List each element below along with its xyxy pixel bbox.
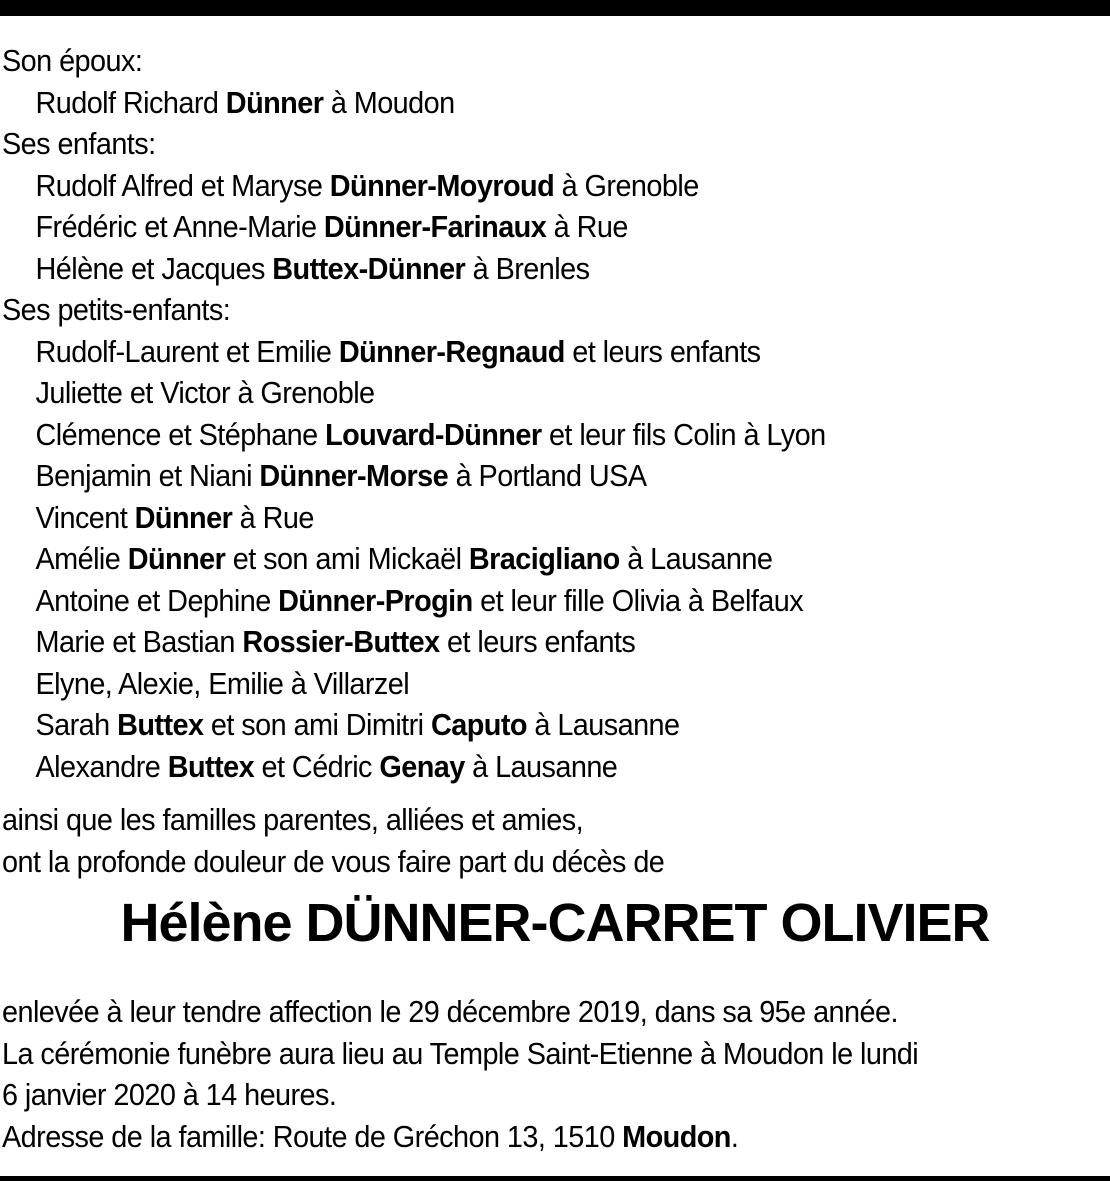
family-text: à Lausanne: [464, 748, 618, 784]
family-text: Hélène et Jacques: [35, 250, 273, 286]
family-text: à Brenles: [465, 250, 590, 286]
family-surname: Rossier-Buttex: [242, 624, 440, 659]
family-text: à Rue: [546, 209, 628, 244]
family-surname: Genay: [379, 748, 465, 784]
family-group-label: Ses petits-enfants:: [2, 292, 231, 327]
spacer: [2, 787, 1109, 799]
deceased-block: [0, 870, 1110, 972]
details-line-3: 6 janvier 2020 à 14 heures.: [2, 1077, 337, 1112]
family-text: Juliette et Victor à Grenoble: [35, 375, 375, 410]
family-surname: Dünner-Progin: [278, 582, 473, 618]
family-member-line: [2, 704, 1109, 746]
family-member-line: [2, 165, 1109, 207]
family-group-label: Ses enfants:: [2, 126, 156, 161]
family-text: à Portland USA: [448, 458, 647, 493]
family-member-line: [2, 538, 1109, 580]
family-surname: Dünner-Morse: [259, 458, 449, 493]
family-member-line: [2, 82, 1109, 124]
family-text: à Moudon: [323, 84, 455, 120]
family-list: [2, 40, 1109, 787]
family-text: à Rue: [232, 499, 314, 535]
details-block: [2, 991, 1109, 1157]
family-member-line: [2, 372, 1109, 414]
family-text: et son ami Dimitri: [203, 707, 431, 742]
family-surname: Buttex: [117, 707, 204, 742]
family-surname: Caputo: [430, 707, 527, 742]
family-surname: Dünner: [134, 499, 233, 535]
family-member-line: [2, 331, 1109, 373]
family-text: et Cédric: [254, 748, 380, 784]
obituary-notice: [2, 40, 1109, 882]
family-text: à Grenoble: [554, 167, 699, 203]
address-prefix: Adresse de la famille: Route de Gréchon 13, 1510: [2, 1118, 623, 1154]
family-surname: Dünner: [225, 84, 324, 120]
family-text: Marie et Bastian: [35, 624, 243, 659]
family-surname: Louvard-Dünner: [325, 416, 542, 452]
family-surname: Dünner-Farinaux: [323, 209, 547, 244]
deceased-name: Hélène DÜNNER-CARRET OLIVIER: [120, 893, 990, 953]
family-text: à Lausanne: [619, 541, 773, 576]
family-text: et leurs enfants: [439, 624, 636, 659]
family-text: et leurs enfants: [564, 333, 761, 369]
details-line-1: enlevée à leur tendre affection le 29 décembre 2019, dans sa 95e année.: [2, 994, 898, 1029]
family-text: Vincent: [35, 499, 135, 535]
family-member-line: [2, 248, 1109, 290]
address-line: [2, 1116, 1109, 1158]
bottom-rule: [0, 1176, 1110, 1181]
family-member-line: [2, 497, 1109, 539]
family-surname: Dünner: [127, 541, 226, 576]
address-suffix: .: [730, 1118, 739, 1154]
family-text: Antoine et Dephine: [35, 582, 279, 618]
family-text: et leur fille Olivia à Belfaux: [472, 582, 804, 618]
family-text: Amélie: [35, 541, 128, 576]
intro-line-2: ont la profonde douleur de vous faire part du décès de: [2, 843, 665, 879]
family-text: Frédéric et Anne-Marie: [35, 209, 324, 244]
details-line-2: La cérémonie funèbre aura lieu au Temple Saint-Etienne à Moudon le lundi: [2, 1035, 919, 1071]
family-surname: Dünner-Regnaud: [338, 333, 565, 369]
family-surname: Buttex-Dünner: [272, 250, 466, 286]
family-member-line: [2, 746, 1109, 788]
family-text: à Lausanne: [526, 707, 680, 742]
intro-line-1: ainsi que les familles parentes, alliées et amies,: [2, 802, 584, 837]
family-text: et leur fils Colin à Lyon: [541, 416, 826, 452]
family-text: Rudolf Alfred et Maryse: [35, 167, 330, 203]
address-city: Moudon: [622, 1118, 731, 1154]
family-member-line: [2, 455, 1109, 497]
family-member-line: [2, 621, 1109, 663]
family-text: Sarah: [35, 707, 118, 742]
family-text: Alexandre: [35, 748, 168, 784]
family-text: Benjamin et Niani: [35, 458, 260, 493]
family-surname: Dünner-Moyroud: [329, 167, 555, 203]
family-member-line: [2, 663, 1109, 705]
family-text: Rudolf-Laurent et Emilie: [35, 333, 339, 369]
family-text: Elyne, Alexie, Emilie à Villarzel: [35, 665, 410, 701]
family-surname: Bracigliano: [468, 541, 620, 576]
family-text: Rudolf Richard: [35, 84, 226, 120]
family-group-label: Son époux:: [2, 43, 143, 78]
family-member-line: [2, 580, 1109, 622]
family-member-line: [2, 414, 1109, 456]
family-text: et son ami Mickaël: [225, 541, 469, 576]
family-member-line: [2, 206, 1109, 248]
top-rule: [0, 0, 1110, 16]
family-surname: Buttex: [167, 748, 255, 784]
family-text: Clémence et Stéphane: [35, 416, 326, 452]
